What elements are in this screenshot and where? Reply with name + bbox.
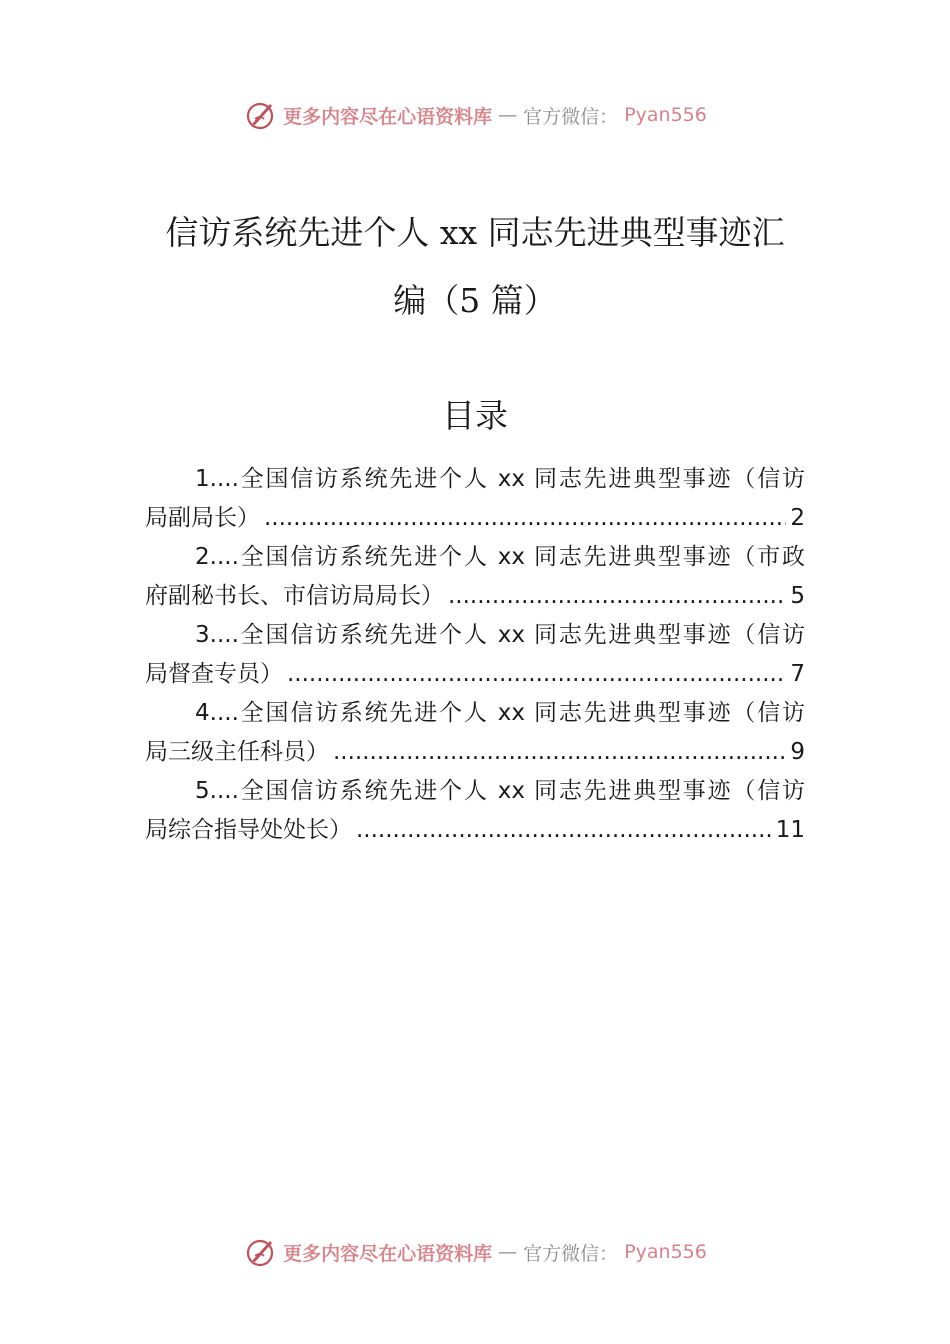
toc-entry[interactable] [145,616,805,694]
toc-leader-dots [264,499,786,538]
wechat-id: Pyan556 [624,1241,707,1263]
toc-page-number: 11 [775,817,805,843]
toc-entry-title: 1....全国信访系统先进个人 xx 同志先进典型事迹（信访 [195,466,805,492]
document-title-line-2: 编（5 篇） [393,281,557,320]
toc-entry-title: 5....全国信访系统先进个人 xx 同志先进典型事迹（信访 [195,778,805,804]
brand-text: 更多内容尽在心语资料库 [283,105,493,128]
toc-entry[interactable] [145,538,805,616]
banner-separator: — [498,1241,518,1263]
toc-entry-subtitle: 府副秘书长、市信访局局长） [145,583,444,609]
brand-text: 更多内容尽在心语资料库 [283,1242,493,1265]
table-of-contents [145,460,805,850]
toc-leader-dots [448,577,786,616]
wechat-label: 官方微信： [523,105,619,128]
toc-entry-subtitle: 局综合指导处处长） [145,817,352,843]
wechat-id: Pyan556 [624,104,707,126]
quill-seal-icon [243,98,277,132]
toc-entry[interactable] [145,460,805,538]
toc-entry-title: 3....全国信访系统先进个人 xx 同志先进典型事迹（信访 [195,622,805,648]
footer-banner [0,1232,950,1272]
header-banner [0,95,950,135]
toc-entry-title: 2....全国信访系统先进个人 xx 同志先进典型事迹（市政 [195,544,805,570]
toc-page-number: 9 [790,739,805,765]
document-title-line-1: 信访系统先进个人 xx 同志先进典型事迹汇 [165,213,785,252]
toc-entry-subtitle: 局副局长） [145,505,260,531]
wechat-label: 官方微信： [523,1242,619,1265]
toc-entry-subtitle: 局督查专员） [145,661,283,687]
toc-leader-dots [356,811,772,850]
toc-heading: 目录 [442,396,508,435]
toc-page-number: 2 [790,505,805,531]
toc-page-number: 5 [790,583,805,609]
toc-entry-subtitle: 局三级主任科员） [145,739,329,765]
banner-separator: — [498,104,518,126]
toc-page-number: 7 [790,661,805,687]
toc-leader-dots [333,733,786,772]
toc-entry[interactable] [145,694,805,772]
toc-entry-title: 4....全国信访系统先进个人 xx 同志先进典型事迹（信访 [195,700,805,726]
quill-seal-icon [243,1235,277,1269]
toc-entry[interactable] [145,772,805,850]
toc-leader-dots [287,655,786,694]
